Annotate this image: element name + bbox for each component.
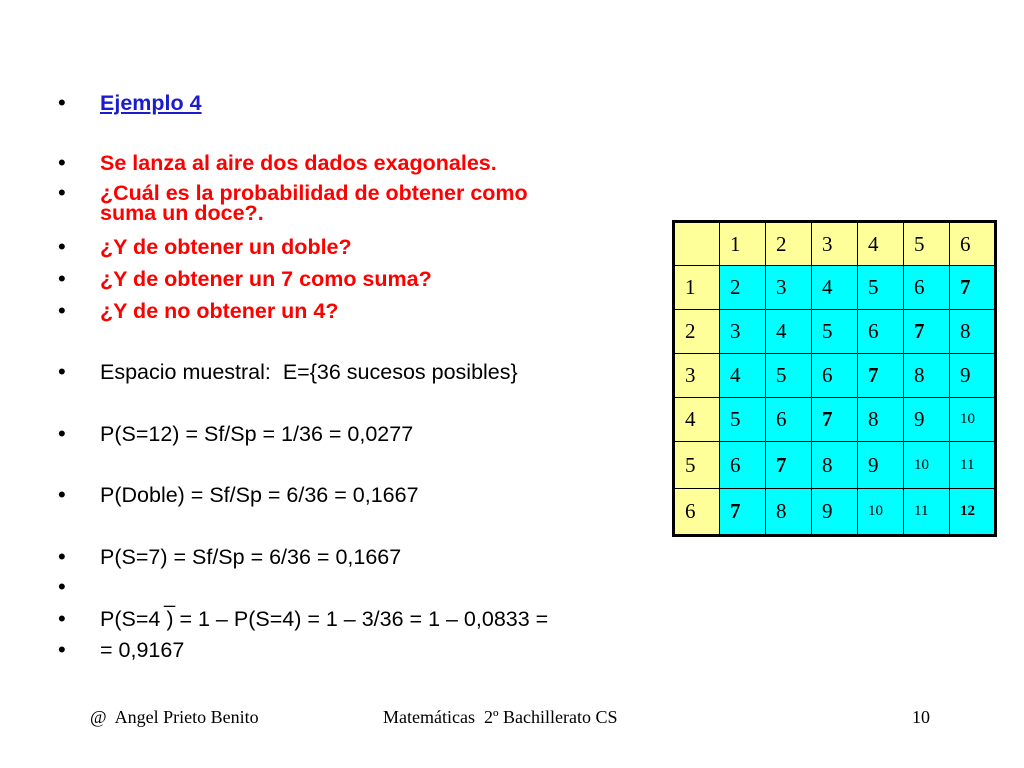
table-cell: 8 [858, 398, 904, 442]
espacio-muestral: Espacio muestral: E={36 sucesos posibles} [100, 360, 518, 384]
table-cell: 8 [766, 489, 812, 536]
p-s12: P(S=12) = Sf/Sp = 1/36 = 0,0277 [100, 422, 414, 446]
bullet-dot: • [58, 606, 66, 631]
table-cell: 7 [720, 489, 766, 536]
footer-author: @ Angel Prieto Benito [90, 707, 259, 727]
p-no-s4-result: = 0,9167 [100, 638, 185, 662]
table-row-header: 3 [674, 354, 720, 398]
table-header-cell: 5 [904, 222, 950, 266]
bullet-p-doble [58, 484, 658, 506]
bullet-dot: • [58, 298, 66, 323]
table-cell: 3 [720, 310, 766, 354]
table-cell: 8 [904, 354, 950, 398]
problem-statement: Se lanza al aire dos dados exagonales. [100, 151, 497, 175]
table-row-header: 5 [674, 442, 720, 489]
bullet-dot: • [58, 574, 66, 599]
table-cell: 9 [950, 354, 996, 398]
table-cell: 6 [904, 266, 950, 310]
bullet-ejemplo-title [58, 92, 658, 114]
table-cell: 11 [950, 442, 996, 489]
bullet-espacio-muestral [58, 361, 658, 383]
bullet-question-no-cuatro [58, 300, 658, 322]
table-header-cell: 3 [812, 222, 858, 266]
table-cell: 4 [766, 310, 812, 354]
table-row [674, 310, 996, 354]
bullet-dot: • [58, 234, 66, 259]
table-row [674, 442, 996, 489]
bullet-dot: • [58, 359, 66, 384]
table-cell: 7 [904, 310, 950, 354]
p-doble: P(Doble) = Sf/Sp = 6/36 = 0,1667 [100, 483, 419, 507]
bullet-question-doble [58, 236, 658, 258]
table-cell: 4 [720, 354, 766, 398]
question-doce: ¿Cuál es la probabilidad de obtener como suma un doce?. [100, 181, 528, 225]
table-header-row [674, 222, 996, 266]
bullet-p-no-s4 [58, 608, 658, 630]
bullet-dot: • [58, 482, 66, 507]
table-cell: 7 [766, 442, 812, 489]
p-no-s4: P(S=4 ) = 1 – P(S=4) = 1 – 3/36 = 1 – 0,0833 = [100, 607, 549, 631]
table-row-header: 6 [674, 489, 720, 536]
bullet-dot: • [58, 544, 66, 569]
table-header-cell: 2 [766, 222, 812, 266]
table-cell: 5 [720, 398, 766, 442]
table-cell: 3 [766, 266, 812, 310]
complement-overbar: _ [164, 586, 176, 608]
table-cell: 10 [950, 398, 996, 442]
table-cell: 11 [904, 489, 950, 536]
bullet-question-doce [58, 180, 658, 225]
table-cell: 2 [720, 266, 766, 310]
table-header-cell: 1 [720, 222, 766, 266]
table-cell: 7 [812, 398, 858, 442]
table-cell: 10 [858, 489, 904, 536]
table-cell: 9 [904, 398, 950, 442]
table-cell: 6 [720, 442, 766, 489]
bullet-p-no-s4-result [58, 639, 658, 661]
table-row [674, 398, 996, 442]
bullet-question-siete [58, 268, 658, 290]
table-cell: 6 [858, 310, 904, 354]
table-cell: 5 [766, 354, 812, 398]
footer-page-number: 10 [912, 707, 930, 727]
bullet-dot: • [58, 421, 66, 446]
bullet-dot: • [58, 180, 66, 205]
bullet-problem-statement [58, 152, 658, 174]
table-cell: 8 [950, 310, 996, 354]
table-row [674, 266, 996, 310]
question-doble: ¿Y de obtener un doble? [100, 235, 352, 259]
table-cell: 9 [812, 489, 858, 536]
bullet-dot: • [58, 150, 66, 175]
bullet-dot: • [58, 266, 66, 291]
p-s7: P(S=7) = Sf/Sp = 6/36 = 0,1667 [100, 545, 402, 569]
footer-course: Matemáticas 2º Bachillerato CS [383, 707, 618, 727]
table-row [674, 489, 996, 536]
table-cell: 12 [950, 489, 996, 536]
bullet-dot: • [58, 637, 66, 662]
table-cell: 7 [858, 354, 904, 398]
table-row-header: 4 [674, 398, 720, 442]
table-row [674, 354, 996, 398]
question-no-cuatro: ¿Y de no obtener un 4? [100, 299, 339, 323]
table-cell: 8 [812, 442, 858, 489]
table-cell: 6 [812, 354, 858, 398]
ejemplo-title: Ejemplo 4 [100, 91, 202, 115]
bullet-p-s12 [58, 423, 658, 445]
bullet-p-s7 [58, 546, 658, 568]
table-corner-cell [674, 222, 720, 266]
table-cell: 5 [858, 266, 904, 310]
dice-sum-table [672, 220, 997, 537]
table-header-cell: 6 [950, 222, 996, 266]
table-cell: 6 [766, 398, 812, 442]
table-cell: 7 [950, 266, 996, 310]
table-row-header: 1 [674, 266, 720, 310]
table-header-cell: 4 [858, 222, 904, 266]
table-cell: 9 [858, 442, 904, 489]
bullet-dot: • [58, 90, 66, 115]
table-cell: 4 [812, 266, 858, 310]
table-cell: 5 [812, 310, 858, 354]
table-cell: 10 [904, 442, 950, 489]
table-row-header: 2 [674, 310, 720, 354]
question-siete: ¿Y de obtener un 7 como suma? [100, 267, 432, 291]
